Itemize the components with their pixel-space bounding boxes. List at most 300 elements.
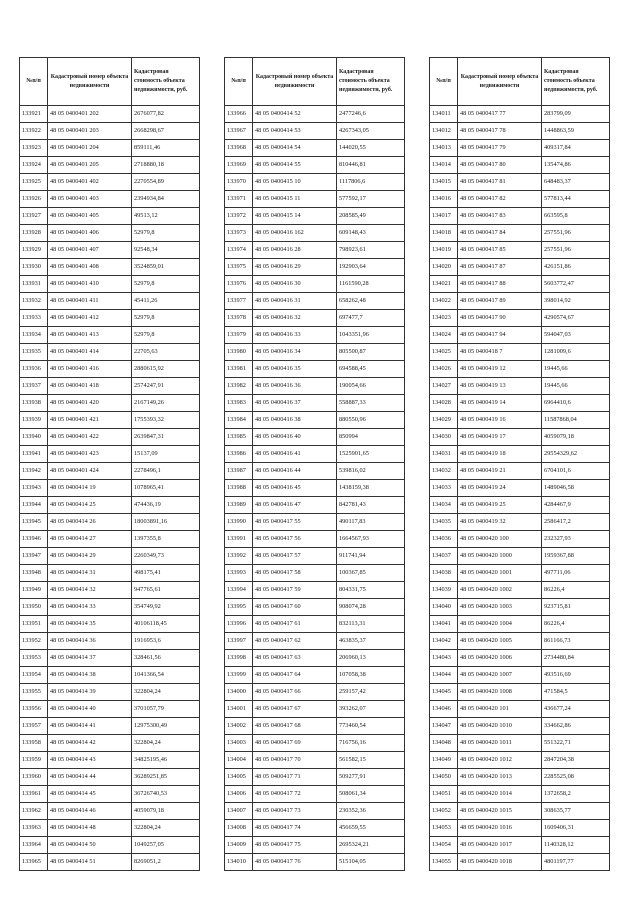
table-row: [430, 225, 610, 242]
table-row: [430, 786, 610, 803]
row-number: 134022: [430, 293, 458, 310]
cadastral-number: 48 05 0400418 7: [458, 344, 542, 361]
row-number: 133984: [225, 412, 253, 429]
table-row: [225, 701, 405, 718]
cadastral-value: 2718880,18: [132, 157, 200, 174]
cadastral-number: 48 05 0400401 202: [48, 106, 132, 123]
cadastral-value: 1140328,12: [542, 837, 610, 854]
cadastral-value: 456659,55: [337, 820, 405, 837]
cadastral-value: 1117806,6: [337, 174, 405, 191]
cadastral-value: 135474,86: [542, 157, 610, 174]
header-num: №п/п: [225, 58, 253, 106]
cadastral-value: 493516,69: [542, 667, 610, 684]
table-row: [430, 769, 610, 786]
cadastral-value: 1078965,41: [132, 480, 200, 497]
row-number: 133937: [20, 378, 48, 395]
cadastral-number: 48 05 0400416 47: [253, 497, 337, 514]
cadastral-number: 48 05 0400417 64: [253, 667, 337, 684]
cadastral-value: 36289251,85: [132, 769, 200, 786]
row-number: 134008: [225, 820, 253, 837]
cadastral-value: 4290574,67: [542, 310, 610, 327]
cadastral-number: 48 05 0400417 58: [253, 565, 337, 582]
cadastral-value: 328461,56: [132, 650, 200, 667]
row-number: 134039: [430, 582, 458, 599]
cadastral-number: 48 05 0400417 77: [458, 106, 542, 123]
row-number: 133983: [225, 395, 253, 412]
table-row: [225, 259, 405, 276]
row-number: 133988: [225, 480, 253, 497]
row-number: 134041: [430, 616, 458, 633]
table-row: [430, 837, 610, 854]
cadastral-value: 842781,43: [337, 497, 405, 514]
row-number: 133985: [225, 429, 253, 446]
table-row: [225, 769, 405, 786]
row-number: 133926: [20, 191, 48, 208]
table-row: [430, 174, 610, 191]
table-row: [20, 225, 200, 242]
row-number: 133939: [20, 412, 48, 429]
cadastral-value: 12975300,49: [132, 718, 200, 735]
row-number: 134037: [430, 548, 458, 565]
cadastral-value: 561582,15: [337, 752, 405, 769]
table-header-row: [225, 58, 405, 106]
row-number: 134011: [430, 106, 458, 123]
table-row: [20, 310, 200, 327]
cadastral-value: 232327,93: [542, 531, 610, 548]
table-row: [20, 701, 200, 718]
table-row: [430, 208, 610, 225]
row-number: 133995: [225, 599, 253, 616]
cadastral-number: 48 05 0400414 45: [48, 786, 132, 803]
cadastral-number: 48 05 0400417 59: [253, 582, 337, 599]
cadastral-value: 1916953,6: [132, 633, 200, 650]
row-number: 133982: [225, 378, 253, 395]
cadastral-value: 515104,05: [337, 854, 405, 871]
table-row: [20, 140, 200, 157]
cadastral-number: 48 05 0400419 18: [458, 446, 542, 463]
table-row: [20, 718, 200, 735]
cadastral-number: 48 05 0400401 406: [48, 225, 132, 242]
table-row: [430, 361, 610, 378]
row-number: 133996: [225, 616, 253, 633]
cadastral-number: 48 05 0400401 423: [48, 446, 132, 463]
cadastral-number: 48 05 0400416 41: [253, 446, 337, 463]
table-row: [225, 276, 405, 293]
cadastral-value: 190054,66: [337, 378, 405, 395]
row-number: 133930: [20, 259, 48, 276]
row-number: 133999: [225, 667, 253, 684]
row-number: 133949: [20, 582, 48, 599]
cadastral-number: 48 05 0400417 76: [253, 854, 337, 871]
table-row: [430, 446, 610, 463]
table-row: [20, 327, 200, 344]
table-row: [225, 395, 405, 412]
table-row: [225, 123, 405, 140]
cadastral-number: 48 05 0400417 66: [253, 684, 337, 701]
table-row: [20, 242, 200, 259]
header-cadastral-value: Кадастровая стоимость объекта недвижимости, руб.: [132, 58, 200, 106]
row-number: 134003: [225, 735, 253, 752]
table-row: [225, 735, 405, 752]
cadastral-value: 663595,8: [542, 208, 610, 225]
table-row: [20, 429, 200, 446]
row-number: 134055: [430, 854, 458, 871]
table-row: [225, 327, 405, 344]
row-number: 134045: [430, 684, 458, 701]
row-number: 133929: [20, 242, 48, 259]
table-row: [430, 820, 610, 837]
cadastral-number: 48 05 0400414 40: [48, 701, 132, 718]
header-cadastral-number: Кадастровый номер объекта недвижимости: [253, 58, 337, 106]
cadastral-number: 48 05 0400401 402: [48, 174, 132, 191]
table-row: [430, 276, 610, 293]
cadastral-value: 2574247,91: [132, 378, 200, 395]
row-number: 134034: [430, 497, 458, 514]
table-row: [430, 140, 610, 157]
row-number: 133975: [225, 259, 253, 276]
cadastral-number: 48 05 0400401 407: [48, 242, 132, 259]
cadastral-value: 2695324,21: [337, 837, 405, 854]
cadastral-number: 48 05 0400419 13: [458, 378, 542, 395]
cadastral-number: 48 05 0400401 420: [48, 395, 132, 412]
cadastral-value: 3524859,01: [132, 259, 200, 276]
row-number: 133941: [20, 446, 48, 463]
cadastral-number: 48 05 0400420 1000: [458, 548, 542, 565]
cadastral-number: 48 05 0400420 100: [458, 531, 542, 548]
row-number: 133927: [20, 208, 48, 225]
cadastral-value: 2676077,82: [132, 106, 200, 123]
cadastral-number: 48 05 0400416 32: [253, 310, 337, 327]
table-row: [225, 429, 405, 446]
row-number: 133979: [225, 327, 253, 344]
table-row: [225, 208, 405, 225]
row-number: 133960: [20, 769, 48, 786]
cadastral-number: 48 05 0400414 52: [253, 106, 337, 123]
cadastral-number: 48 05 0400419 32: [458, 514, 542, 531]
table-row: [20, 446, 200, 463]
cadastral-number: 48 05 0400417 72: [253, 786, 337, 803]
cadastral-number: 48 05 0400401 205: [48, 157, 132, 174]
row-number: 133969: [225, 157, 253, 174]
row-number: 133977: [225, 293, 253, 310]
row-number: 134047: [430, 718, 458, 735]
cadastral-table-2: [224, 57, 405, 871]
row-number: 133933: [20, 310, 48, 327]
table-row: [430, 633, 610, 650]
cadastral-value: 322804,24: [132, 684, 200, 701]
header-cadastral-number: Кадастровый номер объекта недвижимости: [458, 58, 542, 106]
cadastral-number: 48 05 0400417 75: [253, 837, 337, 854]
row-number: 133970: [225, 174, 253, 191]
cadastral-value: 2260349,73: [132, 548, 200, 565]
table-row: [20, 361, 200, 378]
cadastral-number: 48 05 0400416 28: [253, 242, 337, 259]
row-number: 133928: [20, 225, 48, 242]
cadastral-value: 474436,19: [132, 497, 200, 514]
cadastral-number: 48 05 0400417 90: [458, 310, 542, 327]
cadastral-number: 48 05 0400416 36: [253, 378, 337, 395]
table-row: [20, 769, 200, 786]
row-number: 133932: [20, 293, 48, 310]
cadastral-value: 2394934,84: [132, 191, 200, 208]
cadastral-number: 48 05 0400417 70: [253, 752, 337, 769]
table-row: [225, 225, 405, 242]
cadastral-value: 1959367,88: [542, 548, 610, 565]
table-row: [225, 803, 405, 820]
row-number: 134036: [430, 531, 458, 548]
cadastral-value: 805500,87: [337, 344, 405, 361]
cadastral-value: 798923,61: [337, 242, 405, 259]
cadastral-number: 48 05 0400401 421: [48, 412, 132, 429]
cadastral-value: 539816,02: [337, 463, 405, 480]
cadastral-number: 48 05 0400414 37: [48, 650, 132, 667]
cadastral-value: 5603772,47: [542, 276, 610, 293]
row-number: 134004: [225, 752, 253, 769]
table-row: [430, 310, 610, 327]
table-row: [430, 157, 610, 174]
table-row: [20, 548, 200, 565]
cadastral-value: 34825195,46: [132, 752, 200, 769]
cadastral-value: 6704101,6: [542, 463, 610, 480]
row-number: 134020: [430, 259, 458, 276]
cadastral-number: 48 05 0400414 27: [48, 531, 132, 548]
cadastral-number: 48 05 0400419 16: [458, 412, 542, 429]
cadastral-value: 609148,43: [337, 225, 405, 242]
cadastral-number: 48 05 0400417 67: [253, 701, 337, 718]
row-number: 134002: [225, 718, 253, 735]
row-number: 133978: [225, 310, 253, 327]
cadastral-value: 52979,8: [132, 327, 200, 344]
cadastral-value: 2278496,1: [132, 463, 200, 480]
row-number: 133972: [225, 208, 253, 225]
cadastral-number: 48 05 0400417 60: [253, 599, 337, 616]
cadastral-number: 48 05 0400420 1012: [458, 752, 542, 769]
table-row: [225, 548, 405, 565]
row-number: 134052: [430, 803, 458, 820]
cadastral-value: 1489046,58: [542, 480, 610, 497]
row-number: 134016: [430, 191, 458, 208]
cadastral-number: 48 05 0400419 14: [458, 395, 542, 412]
cadastral-value: 859111,46: [132, 140, 200, 157]
row-number: 134006: [225, 786, 253, 803]
row-number: 133997: [225, 633, 253, 650]
table-row: [430, 701, 610, 718]
table-row: [225, 412, 405, 429]
cadastral-number: 48 05 0400416 162: [253, 225, 337, 242]
cadastral-number: 48 05 0400417 62: [253, 633, 337, 650]
row-number: 133958: [20, 735, 48, 752]
cadastral-value: 1664567,93: [337, 531, 405, 548]
cadastral-value: 144020,55: [337, 140, 405, 157]
row-number: 133971: [225, 191, 253, 208]
table-row: [20, 106, 200, 123]
cadastral-number: 48 05 0400401 416: [48, 361, 132, 378]
row-number: 134021: [430, 276, 458, 293]
cadastral-number: 48 05 0400417 63: [253, 650, 337, 667]
cadastral-value: 497711,06: [542, 565, 610, 582]
cadastral-number: 48 05 0400414 31: [48, 565, 132, 582]
table-row: [20, 174, 200, 191]
table-row: [430, 242, 610, 259]
row-number: 133980: [225, 344, 253, 361]
row-number: 133951: [20, 616, 48, 633]
row-number: 134017: [430, 208, 458, 225]
cadastral-number: 48 05 0400420 1004: [458, 616, 542, 633]
cadastral-value: 92548,34: [132, 242, 200, 259]
row-number: 133964: [20, 837, 48, 854]
row-number: 134054: [430, 837, 458, 854]
cadastral-number: 48 05 0400417 56: [253, 531, 337, 548]
row-number: 134029: [430, 412, 458, 429]
table-row: [430, 684, 610, 701]
cadastral-value: 2477246,6: [337, 106, 405, 123]
cadastral-value: 206960,13: [337, 650, 405, 667]
row-number: 133962: [20, 803, 48, 820]
row-number: 133973: [225, 225, 253, 242]
cadastral-value: 2847204,38: [542, 752, 610, 769]
cadastral-number: 48 05 0400420 1015: [458, 803, 542, 820]
cadastral-number: 48 05 0400401 403: [48, 191, 132, 208]
cadastral-value: 322804,24: [132, 735, 200, 752]
cadastral-value: 558887,33: [337, 395, 405, 412]
cadastral-value: 3701057,79: [132, 701, 200, 718]
cadastral-value: 29554329,62: [542, 446, 610, 463]
row-number: 134023: [430, 310, 458, 327]
table-row: [225, 191, 405, 208]
table-row: [225, 157, 405, 174]
cadastral-number: 48 05 0400417 61: [253, 616, 337, 633]
cadastral-number: 48 05 0400417 71: [253, 769, 337, 786]
row-number: 133994: [225, 582, 253, 599]
table-row: [430, 854, 610, 871]
table-row: [225, 106, 405, 123]
cadastral-number: 48 05 0400417 94: [458, 327, 542, 344]
cadastral-number: 48 05 0400416 29: [253, 259, 337, 276]
row-number: 133952: [20, 633, 48, 650]
table-row: [20, 820, 200, 837]
table-row: [20, 735, 200, 752]
cadastral-number: 48 05 0400416 33: [253, 327, 337, 344]
row-number: 134027: [430, 378, 458, 395]
cadastral-value: 100367,85: [337, 565, 405, 582]
row-number: 134024: [430, 327, 458, 344]
row-number: 133940: [20, 429, 48, 446]
cadastral-table-1: [19, 57, 200, 871]
cadastral-value: 1438159,38: [337, 480, 405, 497]
row-number: 133998: [225, 650, 253, 667]
table-row: [20, 650, 200, 667]
table-row: [20, 803, 200, 820]
cadastral-number: 48 05 0400414 54: [253, 140, 337, 157]
cadastral-number: 48 05 0400414 19: [48, 480, 132, 497]
cadastral-number: 48 05 0400417 89: [458, 293, 542, 310]
cadastral-number: 48 05 0400417 85: [458, 242, 542, 259]
table-row: [430, 191, 610, 208]
cadastral-number: 48 05 0400420 1016: [458, 820, 542, 837]
table-row: [20, 395, 200, 412]
cadastral-number: 48 05 0400419 24: [458, 480, 542, 497]
cadastral-number: 48 05 0400416 34: [253, 344, 337, 361]
cadastral-number: 48 05 0400414 39: [48, 684, 132, 701]
cadastral-number: 48 05 0400416 37: [253, 395, 337, 412]
cadastral-value: 508061,34: [337, 786, 405, 803]
table-row: [430, 293, 610, 310]
cadastral-value: 6964410,6: [542, 395, 610, 412]
table-row: [225, 854, 405, 871]
cadastral-value: 1609406,31: [542, 820, 610, 837]
cadastral-value: 1755393,32: [132, 412, 200, 429]
cadastral-number: 48 05 0400414 46: [48, 803, 132, 820]
row-number: 133936: [20, 361, 48, 378]
row-number: 133990: [225, 514, 253, 531]
row-number: 134050: [430, 769, 458, 786]
cadastral-value: 911741,94: [337, 548, 405, 565]
table-row: [225, 497, 405, 514]
table-row: [20, 837, 200, 854]
cadastral-number: 48 05 0400417 55: [253, 514, 337, 531]
row-number: 134001: [225, 701, 253, 718]
cadastral-value: 426151,86: [542, 259, 610, 276]
table-row: [225, 786, 405, 803]
cadastral-value: 283799,09: [542, 106, 610, 123]
row-number: 133923: [20, 140, 48, 157]
cadastral-value: 334662,86: [542, 718, 610, 735]
cadastral-value: 1397355,8: [132, 531, 200, 548]
row-number: 134009: [225, 837, 253, 854]
cadastral-number: 48 05 0400416 31: [253, 293, 337, 310]
cadastral-value: 436677,24: [542, 701, 610, 718]
cadastral-number: 48 05 0400414 25: [48, 497, 132, 514]
cadastral-value: 1049257,05: [132, 837, 200, 854]
cadastral-number: 48 05 0400416 35: [253, 361, 337, 378]
table-row: [430, 548, 610, 565]
table-row: [430, 327, 610, 344]
row-number: 133989: [225, 497, 253, 514]
table-row: [430, 616, 610, 633]
cadastral-value: 86226,4: [542, 582, 610, 599]
row-number: 134005: [225, 769, 253, 786]
row-number: 133931: [20, 276, 48, 293]
cadastral-number: 48 05 0400401 410: [48, 276, 132, 293]
cadastral-value: 19445,66: [542, 378, 610, 395]
row-number: 133986: [225, 446, 253, 463]
row-number: 133924: [20, 157, 48, 174]
cadastral-number: 48 05 0400420 1003: [458, 599, 542, 616]
cadastral-number: 48 05 0400420 1006: [458, 650, 542, 667]
row-number: 134013: [430, 140, 458, 157]
header-cadastral-number: Кадастровый номер объекта недвижимости: [48, 58, 132, 106]
cadastral-value: 509277,91: [337, 769, 405, 786]
table-row: [430, 667, 610, 684]
row-number: 134044: [430, 667, 458, 684]
cadastral-value: 908074,28: [337, 599, 405, 616]
table-row: [20, 599, 200, 616]
cadastral-value: 697477,7: [337, 310, 405, 327]
table-row: [20, 684, 200, 701]
cadastral-number: 48 05 0400414 55: [253, 157, 337, 174]
table-row: [430, 650, 610, 667]
cadastral-number: 48 05 0400414 53: [253, 123, 337, 140]
table-row: [225, 514, 405, 531]
cadastral-number: 48 05 0400420 1013: [458, 769, 542, 786]
table-row: [430, 582, 610, 599]
table-row: [430, 480, 610, 497]
table-row: [20, 616, 200, 633]
row-number: 134030: [430, 429, 458, 446]
table-row: [20, 463, 200, 480]
row-number: 133934: [20, 327, 48, 344]
row-number: 134049: [430, 752, 458, 769]
